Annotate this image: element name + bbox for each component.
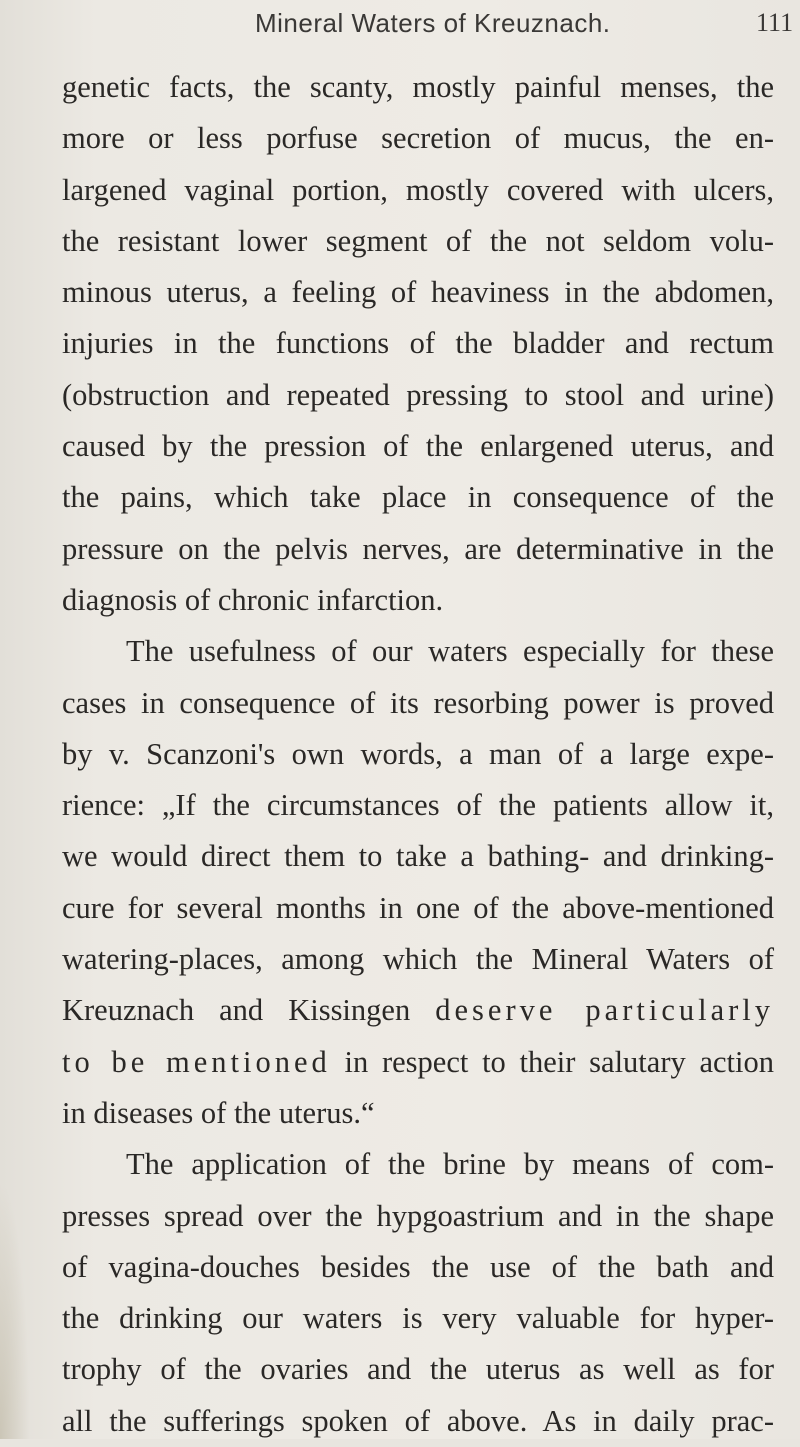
text-line-spaced (62, 985, 774, 1036)
text-line: by v. Scanzoni's own words, a man of a large expe- (62, 736, 774, 771)
text-line: of vagina-douches besides the use of the bath and (62, 1249, 774, 1284)
text-line: largened vaginal portion, mostly covered with ulcers, (62, 172, 774, 207)
text-line: presses spread over the hypgoastrium and in the shape (62, 1198, 774, 1233)
paragraph-start-line: The usefulness of our waters especially for these (126, 634, 774, 669)
text-line: cure for several months in one of the above-mentioned (62, 890, 774, 925)
running-head (0, 8, 800, 48)
paragraph-end-line: diagnosis of chronic infarction. (62, 582, 444, 617)
text-line: trophy of the ovaries and the uterus as well as for (62, 1352, 774, 1387)
text-line: caused by the pression of the enlargened uterus, and (62, 429, 774, 464)
line-lead: Kreuznach and Kissingen (62, 993, 411, 1028)
text-line: genetic facts, the scanty, mostly painful menses, the (62, 70, 774, 104)
emphasis-spaced: to be mentioned (62, 1044, 331, 1079)
text-line: the drinking our waters is very valuable for hyper- (62, 1301, 774, 1336)
text-line: minous uterus, a feeling of heaviness in the abdomen, (62, 275, 774, 310)
page-number: 111 (756, 8, 794, 37)
text-line: watering-places, among which the Mineral Waters of (62, 942, 774, 977)
text-line: more or less porfuse secretion of mucus, the en- (62, 121, 774, 156)
line-tail: in respect to their salutary action (344, 1044, 774, 1079)
text-line: the resistant lower segment of the not seldom volu- (62, 223, 774, 258)
paragraph-end-line: in diseases of the uterus.“ (62, 1095, 375, 1130)
text-line: rience: „If the circumstances of the patients allow it, (62, 788, 774, 823)
text-line: cases in consequence of its resorbing power is proved (62, 685, 774, 720)
text-line: (obstruction and repeated pressing to stool and urine) (62, 377, 774, 412)
text-line: we would direct them to take a bathing- and drinking- (62, 839, 774, 874)
running-title: Mineral Waters of Kreuznach. (255, 8, 611, 38)
paragraph-start-line: The application of the brine by means of com- (126, 1147, 774, 1182)
body-text (62, 62, 774, 1447)
text-line: injuries in the functions of the bladder and rectum (62, 326, 774, 361)
text-line: pressure on the pelvis nerves, are determinative in the (62, 531, 774, 566)
text-line: the pains, which take place in consequence of the (62, 480, 774, 515)
text-line-spaced (62, 1037, 774, 1088)
emphasis-spaced: deserve particularly (435, 993, 774, 1028)
page-edge-stain (0, 1179, 30, 1439)
text-line: all the sufferings spoken of above. As in daily prac- (62, 1403, 774, 1438)
